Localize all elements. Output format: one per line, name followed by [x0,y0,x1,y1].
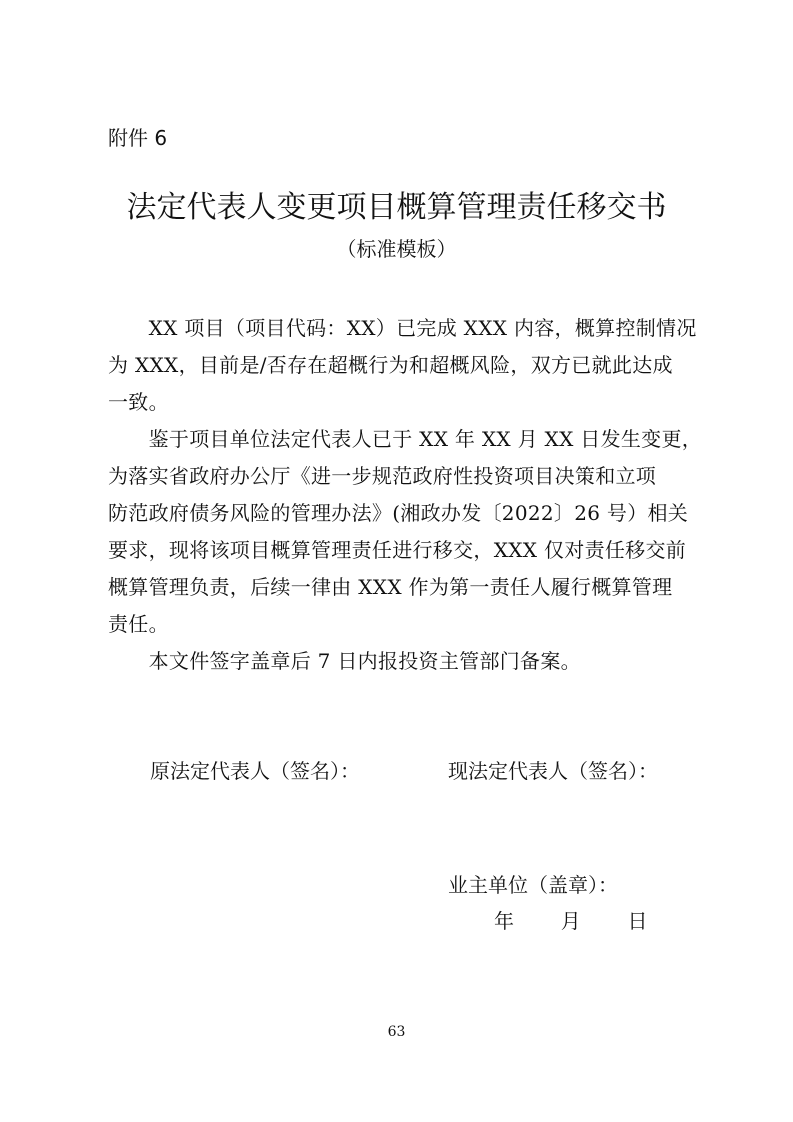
page-number: 63 [387,1024,406,1040]
paragraph-2-line-5: 概算管理负责，后续一律由 XXX 作为第一责任人履行概算管理 [108,575,673,599]
paragraph-1-line-2: 为 XXX，目前是/否存在超概行为和超概风险，双方已就此达成 [108,353,673,377]
date-line [494,906,647,936]
date-year: 年 [494,909,514,933]
date-month: 月 [560,909,581,933]
paragraph-3-line-1: 本文件签字盖章后 7 日内报投资主管部门备案。 [108,649,581,673]
document-subtitle: （标准模板） [336,237,457,261]
paragraph-2-line-2: 为落实省政府办公厅《进一步规范政府性投资项目决策和立项 [108,464,657,488]
paragraph-2-line-6: 责任。 [108,612,169,636]
former-representative-signature-label: 原法定代表人（签名）： [150,759,360,783]
paragraph-2-line-3: 防范政府债务风险的管理办法》(湘政办发〔2022〕26 号）相关 [108,501,689,525]
current-representative-signature-label: 现法定代表人（签名）： [448,759,658,783]
attachment-label: 附件 6 [108,126,168,150]
paragraph-1-line-3: 一致。 [108,390,169,414]
paragraph-2-line-4: 要求，现将该项目概算管理责任进行移交，XXX 仅对责任移交前 [108,538,687,562]
date-day: 日 [627,909,648,933]
document-title: 法定代表人变更项目概算管理责任移交书 [126,190,667,225]
paragraph-1-line-1: XX 项目（项目代码：XX）已完成 XXX 内容，概算控制情况 [108,316,697,340]
paragraph-2-line-1: 鉴于项目单位法定代表人已于 XX 年 XX 月 XX 日发生变更， [108,427,703,451]
owner-unit-seal-label: 业主单位（盖章）： [448,873,618,897]
